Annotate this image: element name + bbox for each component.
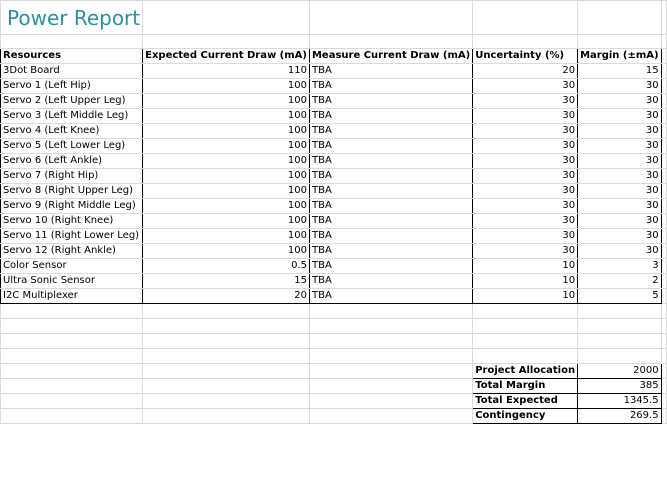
empty-cell[interactable] [309, 409, 472, 424]
summary-value[interactable]: 2000 [578, 364, 662, 379]
resource-name-cell[interactable]: Servo 7 (Right Hip) [1, 169, 143, 184]
table-row [1, 229, 667, 244]
margin-cell[interactable]: 15 [578, 64, 662, 79]
empty-cell[interactable] [578, 304, 662, 319]
empty-cell[interactable] [309, 35, 472, 49]
expected-draw-cell[interactable]: 100 [143, 184, 310, 199]
empty-cell[interactable] [143, 35, 310, 49]
summary-label[interactable]: Total Expected [473, 394, 578, 409]
measured-draw-cell[interactable]: TBA [309, 274, 472, 289]
resource-name-cell[interactable]: I2C Multiplexer [1, 289, 143, 304]
blank-row [1, 304, 667, 319]
empty-cell[interactable] [143, 349, 310, 364]
empty-cell[interactable] [143, 364, 310, 379]
uncertainty-cell[interactable]: 30 [473, 124, 578, 139]
expected-draw-cell[interactable]: 100 [143, 229, 310, 244]
uncertainty-cell[interactable]: 10 [473, 274, 578, 289]
table-row [1, 214, 667, 229]
resource-name-cell[interactable]: Servo 3 (Left Middle Leg) [1, 109, 143, 124]
resource-name-cell[interactable]: Servo 8 (Right Upper Leg) [1, 184, 143, 199]
empty-cell[interactable] [578, 334, 662, 349]
resource-name-cell[interactable]: Servo 10 (Right Knee) [1, 214, 143, 229]
header-margin[interactable]: Margin (±mA) [578, 49, 662, 64]
empty-cell[interactable] [661, 109, 666, 124]
empty-cell[interactable] [661, 124, 666, 139]
measured-draw-cell[interactable]: TBA [309, 79, 472, 94]
margin-cell[interactable]: 30 [578, 124, 662, 139]
resource-name-cell[interactable]: 3Dot Board [1, 64, 143, 79]
uncertainty-cell[interactable]: 30 [473, 184, 578, 199]
summary-value[interactable]: 385 [578, 379, 662, 394]
empty-cell[interactable] [661, 169, 666, 184]
empty-cell[interactable] [1, 394, 143, 409]
empty-cell[interactable] [1, 334, 143, 349]
header-uncertainty[interactable]: Uncertainty (%) [473, 49, 578, 64]
margin-cell[interactable]: 30 [578, 109, 662, 124]
empty-cell[interactable] [1, 35, 143, 49]
margin-cell[interactable]: 30 [578, 244, 662, 259]
empty-cell[interactable] [661, 139, 666, 154]
margin-cell[interactable]: 2 [578, 274, 662, 289]
empty-cell[interactable] [661, 214, 666, 229]
empty-cell[interactable] [661, 394, 666, 409]
uncertainty-cell[interactable]: 30 [473, 199, 578, 214]
table-row [1, 109, 667, 124]
measured-draw-cell[interactable]: TBA [309, 109, 472, 124]
empty-cell[interactable] [578, 319, 662, 334]
empty-cell[interactable] [1, 349, 143, 364]
empty-cell[interactable] [143, 1, 310, 35]
resource-name-cell[interactable]: Servo 4 (Left Knee) [1, 124, 143, 139]
empty-cell[interactable] [143, 319, 310, 334]
summary-value[interactable]: 269.5 [578, 409, 662, 424]
margin-cell[interactable]: 3 [578, 259, 662, 274]
resource-name-cell[interactable]: Servo 12 (Right Ankle) [1, 244, 143, 259]
resource-name-cell[interactable]: Servo 5 (Left Lower Leg) [1, 139, 143, 154]
table-row [1, 289, 667, 304]
empty-cell[interactable] [661, 289, 666, 304]
empty-cell[interactable] [661, 409, 666, 424]
uncertainty-cell[interactable]: 30 [473, 229, 578, 244]
uncertainty-cell[interactable]: 30 [473, 154, 578, 169]
empty-cell[interactable] [661, 154, 666, 169]
empty-cell[interactable] [661, 199, 666, 214]
empty-cell[interactable] [661, 274, 666, 289]
resource-name-cell[interactable]: Ultra Sonic Sensor [1, 274, 143, 289]
expected-draw-cell[interactable]: 100 [143, 199, 310, 214]
measured-draw-cell[interactable]: TBA [309, 64, 472, 79]
summary-label[interactable]: Total Margin [473, 379, 578, 394]
empty-cell[interactable] [309, 364, 472, 379]
empty-cell[interactable] [578, 1, 662, 35]
uncertainty-cell[interactable]: 30 [473, 94, 578, 109]
summary-row [1, 379, 667, 394]
resource-name-cell[interactable]: Servo 2 (Left Upper Leg) [1, 94, 143, 109]
measured-draw-cell[interactable]: TBA [309, 154, 472, 169]
empty-cell[interactable] [661, 379, 666, 394]
blank-row [1, 319, 667, 334]
uncertainty-cell[interactable]: 30 [473, 244, 578, 259]
margin-cell[interactable]: 30 [578, 139, 662, 154]
margin-cell[interactable]: 30 [578, 154, 662, 169]
measured-draw-cell[interactable]: TBA [309, 184, 472, 199]
table-row [1, 154, 667, 169]
expected-draw-cell[interactable]: 100 [143, 214, 310, 229]
empty-cell[interactable] [309, 319, 472, 334]
header-measured[interactable]: Measure Current Draw (mA) [309, 49, 472, 64]
empty-cell[interactable] [309, 379, 472, 394]
expected-draw-cell[interactable]: 100 [143, 94, 310, 109]
measured-draw-cell[interactable]: TBA [309, 259, 472, 274]
margin-cell[interactable]: 30 [578, 184, 662, 199]
empty-cell[interactable] [661, 64, 666, 79]
table-row [1, 94, 667, 109]
empty-cell[interactable] [578, 349, 662, 364]
empty-cell[interactable] [661, 79, 666, 94]
empty-cell[interactable] [578, 35, 662, 49]
empty-cell[interactable] [1, 304, 143, 319]
empty-cell[interactable] [309, 304, 472, 319]
header-resources[interactable]: Resources [1, 49, 143, 64]
uncertainty-cell[interactable]: 10 [473, 289, 578, 304]
table-row [1, 79, 667, 94]
empty-cell[interactable] [473, 349, 578, 364]
empty-cell[interactable] [143, 379, 310, 394]
empty-cell[interactable] [661, 364, 666, 379]
uncertainty-cell[interactable]: 20 [473, 64, 578, 79]
empty-cell[interactable] [473, 334, 578, 349]
expected-draw-cell[interactable]: 0.5 [143, 259, 310, 274]
table-row [1, 244, 667, 259]
header-row [1, 49, 667, 64]
measured-draw-cell[interactable]: TBA [309, 244, 472, 259]
margin-cell[interactable]: 30 [578, 94, 662, 109]
summary-row [1, 364, 667, 379]
empty-cell[interactable] [143, 304, 310, 319]
resource-name-cell[interactable]: Color Sensor [1, 259, 143, 274]
uncertainty-cell[interactable]: 30 [473, 79, 578, 94]
empty-cell[interactable] [309, 1, 472, 35]
empty-cell[interactable] [661, 334, 666, 349]
empty-cell[interactable] [473, 35, 578, 49]
empty-cell[interactable] [1, 364, 143, 379]
empty-cell[interactable] [143, 334, 310, 349]
table-row [1, 64, 667, 79]
empty-cell[interactable] [661, 94, 666, 109]
margin-cell[interactable]: 30 [578, 229, 662, 244]
empty-cell[interactable] [1, 379, 143, 394]
expected-draw-cell[interactable]: 110 [143, 64, 310, 79]
summary-label[interactable]: Project Allocation [473, 364, 578, 379]
measured-draw-cell[interactable]: TBA [309, 199, 472, 214]
table-row [1, 124, 667, 139]
empty-cell[interactable] [661, 35, 666, 49]
blank-row [1, 349, 667, 364]
header-expected[interactable]: Expected Current Draw (mA) [143, 49, 310, 64]
margin-cell[interactable]: 30 [578, 214, 662, 229]
empty-cell[interactable] [661, 349, 666, 364]
uncertainty-cell[interactable]: 10 [473, 259, 578, 274]
summary-row [1, 409, 667, 424]
empty-cell[interactable] [661, 244, 666, 259]
expected-draw-cell[interactable]: 100 [143, 169, 310, 184]
empty-cell[interactable] [473, 319, 578, 334]
expected-draw-cell[interactable]: 100 [143, 109, 310, 124]
empty-cell[interactable] [143, 409, 310, 424]
measured-draw-cell[interactable]: TBA [309, 289, 472, 304]
expected-draw-cell[interactable]: 100 [143, 124, 310, 139]
table-row [1, 274, 667, 289]
empty-cell[interactable] [661, 229, 666, 244]
expected-draw-cell[interactable]: 100 [143, 139, 310, 154]
uncertainty-cell[interactable]: 30 [473, 169, 578, 184]
empty-cell[interactable] [661, 319, 666, 334]
measured-draw-cell[interactable]: TBA [309, 169, 472, 184]
uncertainty-cell[interactable]: 30 [473, 109, 578, 124]
page-title[interactable]: Power Report [1, 1, 143, 35]
empty-cell[interactable] [1, 409, 143, 424]
margin-cell[interactable]: 30 [578, 169, 662, 184]
resource-name-cell[interactable]: Servo 9 (Right Middle Leg) [1, 199, 143, 214]
table-row [1, 259, 667, 274]
resource-name-cell[interactable]: Servo 1 (Left Hip) [1, 79, 143, 94]
uncertainty-cell[interactable]: 30 [473, 139, 578, 154]
margin-cell[interactable]: 30 [578, 79, 662, 94]
margin-cell[interactable]: 30 [578, 199, 662, 214]
expected-draw-cell[interactable]: 20 [143, 289, 310, 304]
table-row [1, 139, 667, 154]
empty-cell[interactable] [143, 394, 310, 409]
empty-cell[interactable] [309, 394, 472, 409]
expected-draw-cell[interactable]: 15 [143, 274, 310, 289]
uncertainty-cell[interactable]: 30 [473, 214, 578, 229]
summary-row [1, 394, 667, 409]
summary-label[interactable]: Contingency [473, 409, 578, 424]
expected-draw-cell[interactable]: 100 [143, 154, 310, 169]
empty-cell[interactable] [473, 1, 578, 35]
empty-cell[interactable] [661, 184, 666, 199]
table-row [1, 199, 667, 214]
measured-draw-cell[interactable]: TBA [309, 124, 472, 139]
empty-cell[interactable] [1, 319, 143, 334]
margin-cell[interactable]: 5 [578, 289, 662, 304]
measured-draw-cell[interactable]: TBA [309, 139, 472, 154]
empty-cell[interactable] [309, 349, 472, 364]
empty-cell[interactable] [473, 304, 578, 319]
empty-cell[interactable] [661, 1, 666, 35]
empty-cell[interactable] [661, 259, 666, 274]
measured-draw-cell[interactable]: TBA [309, 94, 472, 109]
blank-row [1, 334, 667, 349]
table-row [1, 184, 667, 199]
empty-cell[interactable] [661, 49, 666, 64]
resource-name-cell[interactable]: Servo 11 (Right Lower Leg) [1, 229, 143, 244]
measured-draw-cell[interactable]: TBA [309, 229, 472, 244]
expected-draw-cell[interactable]: 100 [143, 244, 310, 259]
table-row [1, 169, 667, 184]
measured-draw-cell[interactable]: TBA [309, 214, 472, 229]
resource-name-cell[interactable]: Servo 6 (Left Ankle) [1, 154, 143, 169]
empty-cell[interactable] [661, 304, 666, 319]
expected-draw-cell[interactable]: 100 [143, 79, 310, 94]
empty-cell[interactable] [309, 334, 472, 349]
summary-value[interactable]: 1345.5 [578, 394, 662, 409]
